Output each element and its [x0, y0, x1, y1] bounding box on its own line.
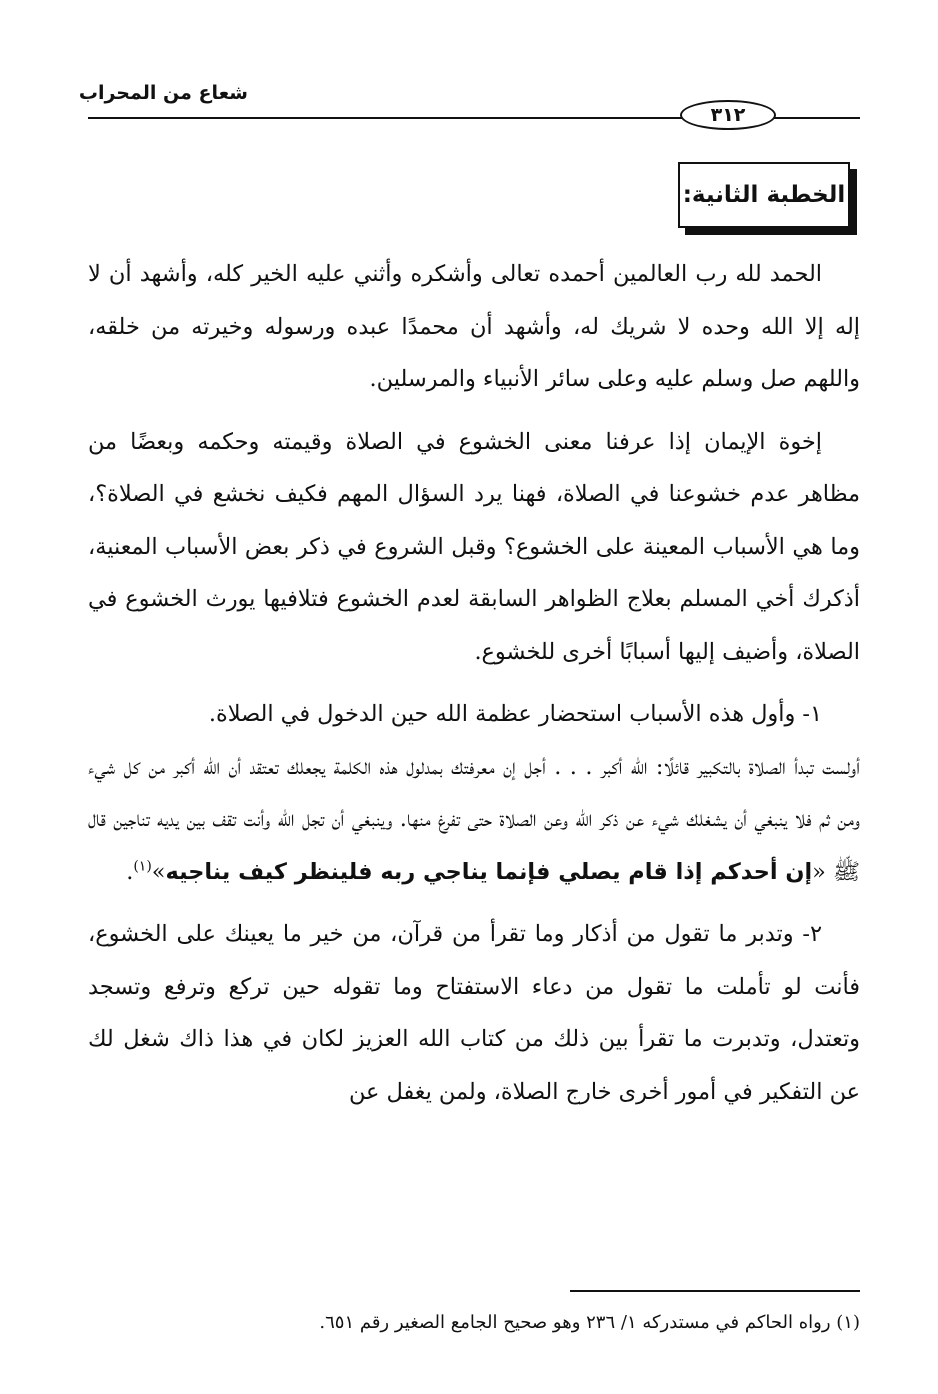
footnote: (١) رواه الحاكم في مستدركه ١/ ٢٣٦ وهو صحيح الجامع الصغير رقم ٦٥١. [319, 1312, 860, 1333]
running-title: شعاع من المحراب [78, 82, 248, 104]
paragraph-reason-one-heading: ١- وأول هذه الأسباب استحضار عظمة الله حين الدخول في الصلاة. [208, 701, 822, 727]
paragraph-khushu-intro: إخوة الإيمان إذا عرفنا معنى الخشوع في الصلاة وقيمته وحكمه وبعضًا من مظاهر عدم خشوعنا في الصلاة، فهنا يرد السؤال المهم فكيف نخشع في الصلاة؟، وما هي الأسباب المعينة على الخشوع؟ وقبل الشروع في ذكر بعض الأسباب المعنية، أذكرك أخي المسلم بعلاج الظواهر السابقة لعدم الخشوع فتلافيها يورث الخشوع في الصلاة، وأضيف إليها أسبابًا أخرى للخشوع. [88, 428, 860, 665]
footnote-reference[interactable]: (١) [133, 858, 152, 875]
reason-one-text: أولست تبدأ الصلاة بالتكبير قائلًا: الله أكبر . . . أجل إن معرفتك بمدلول هذه الكلمة يجعلك تعتقد أن الله أكبر من كل شيء ومن ثم فلا ينبغي أن يشغلك شيء عن ذكر الله وعن الصلاة حتى تفرغ منها. وينبغي أن تجل الله وأنت تقف بين يديه تناجين قال ﷺ « [88, 753, 860, 885]
paragraph-reason-one-body [88, 741, 860, 899]
paragraph-reason-two: ٢- وتدبر ما تقول من أذكار وما تقرأ من قرآن، من خير ما يعينك على الخشوع، فأنت لو تأملت ما تقول من دعاء الاستفتاح وما تقوله حين تركع وترفع وتسجد وتعتدل، وتدبرت ما تقرأ بين ذلك من كتاب الله العزيز لكان في هذا ذاك شغل لك عن التفكير في أمور أخرى خارج الصلاة، ولمن يغفل عن [88, 921, 860, 1105]
paragraph-opening-praise: الحمد لله رب العالمين أحمده تعالى وأشكره وأثني عليه الخير كله، وأشهد أن لا إله إلا الله وحده لا شريك له، وأشهد أن محمدًا عبده ورسوله وخيرته من خلقه، واللهم صل وسلم عليه وعلى سائر الأنبياء والمرسلين. [88, 261, 860, 392]
quote-close: » [151, 858, 166, 885]
hadith-quote: إن أحدكم إذا قام يصلي فإنما يناجي ربه فلينظر كيف يناجيه [165, 858, 813, 885]
sentence-end: . [126, 858, 134, 885]
page-number: ٣١٢ [680, 100, 776, 130]
section-title-box [678, 162, 850, 228]
section-title: الخطبة الثانية: [678, 162, 850, 228]
body-text [88, 248, 860, 1118]
footnote-rule [570, 1290, 860, 1292]
